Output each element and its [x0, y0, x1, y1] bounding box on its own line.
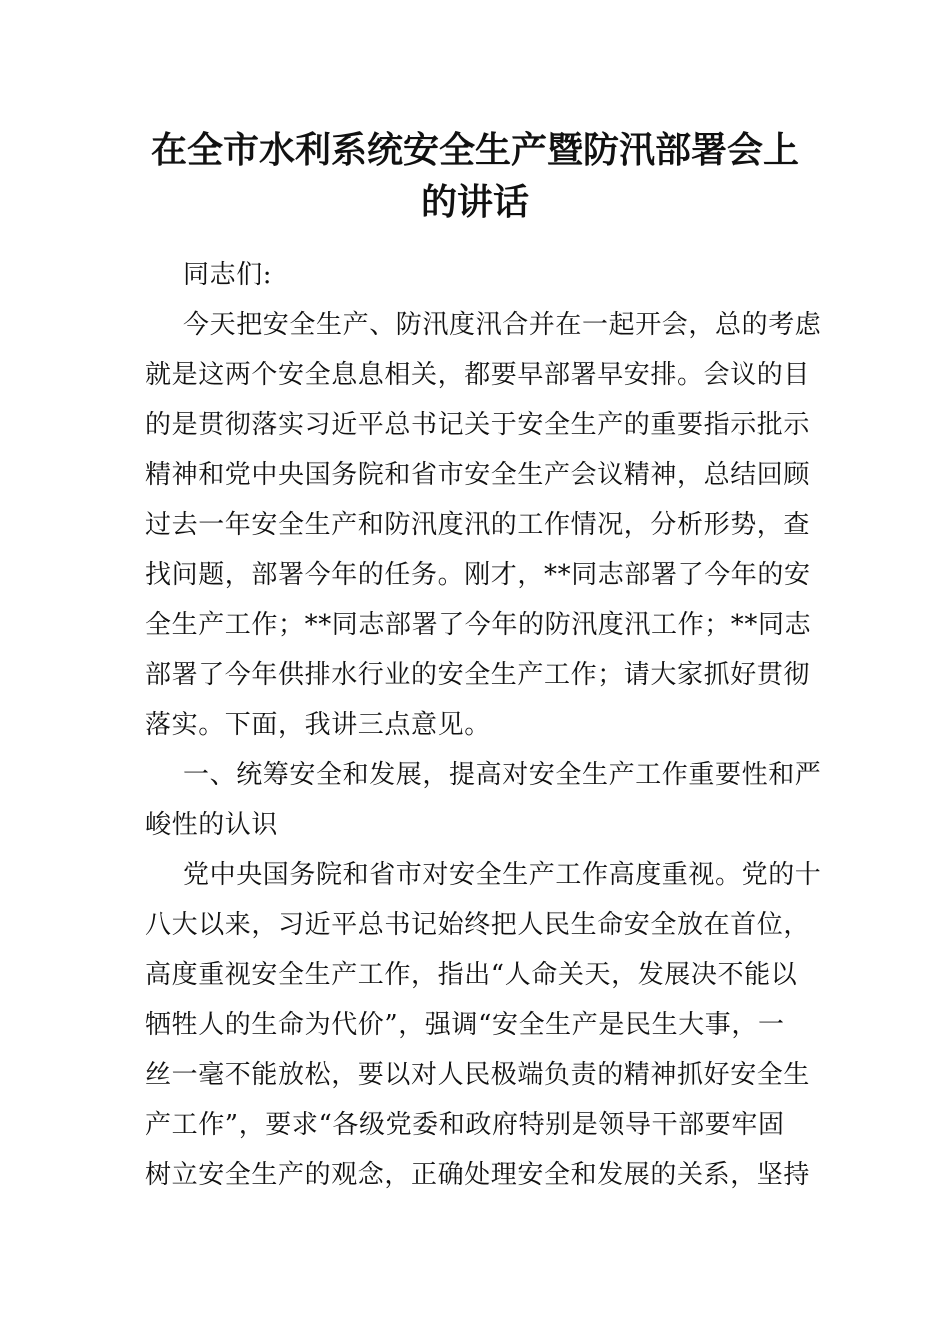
- paragraph-opening: [145, 300, 822, 750]
- text-line: 树立安全生产的观念，正确处理安全和发展的关系，坚持: [145, 1160, 811, 1190]
- text-line: 今天把安全生产、防汛度汛合并在一起开会，总的考虑: [183, 310, 822, 340]
- paragraph-section-1: [145, 850, 822, 1200]
- text-line: 一、统筹安全和发展，提高对安全生产工作重要性和严: [183, 760, 822, 790]
- text-line: 同志们:: [183, 260, 273, 290]
- text-line: 部署了今年供排水行业的安全生产工作；请大家抓好贯彻: [145, 660, 811, 690]
- text-line: 的是贯彻落实习近平总书记关于安全生产的重要指示批示: [145, 410, 811, 440]
- document-title: [145, 124, 805, 228]
- text-line: 就是这两个安全息息相关，都要早部署早安排。会议的目: [145, 360, 811, 390]
- text-line: 高度重视安全生产工作，指出“人命关天，发展决不能以: [145, 960, 798, 990]
- section-heading-1: [145, 750, 822, 850]
- title-line: 在全市水利系统安全生产暨防汛部署会上: [150, 129, 799, 171]
- text-line: 精神和党中央国务院和省市安全生产会议精神，总结回顾: [145, 460, 811, 490]
- document-body: [145, 250, 822, 1200]
- text-line: 过去一年安全生产和防汛度汛的工作情况，分析形势，查: [145, 510, 811, 540]
- text-line: 牺牲人的生命为代价”，强调“安全生产是民生大事，一: [145, 1010, 785, 1040]
- text-line: 八大以来，习近平总书记始终把人民生命安全放在首位，: [145, 910, 811, 940]
- text-line: 找问题，部署今年的任务。刚才，**同志部署了今年的安: [145, 560, 811, 590]
- text-line: 产工作”，要求“各级党委和政府特别是领导干部要牢固: [145, 1110, 785, 1140]
- title-line: 的讲话: [420, 181, 529, 223]
- text-line: 峻性的认识: [145, 810, 279, 840]
- text-line: 丝一毫不能放松，要以对人民极端负责的精神抓好安全生: [145, 1060, 811, 1090]
- salutation: [145, 250, 800, 300]
- text-line: 全生产工作；**同志部署了今年的防汛度汛工作；**同志: [145, 610, 812, 640]
- text-line: 落实。下面，我讲三点意见。: [145, 710, 491, 740]
- text-line: 党中央国务院和省市对安全生产工作高度重视。党的十: [183, 860, 822, 890]
